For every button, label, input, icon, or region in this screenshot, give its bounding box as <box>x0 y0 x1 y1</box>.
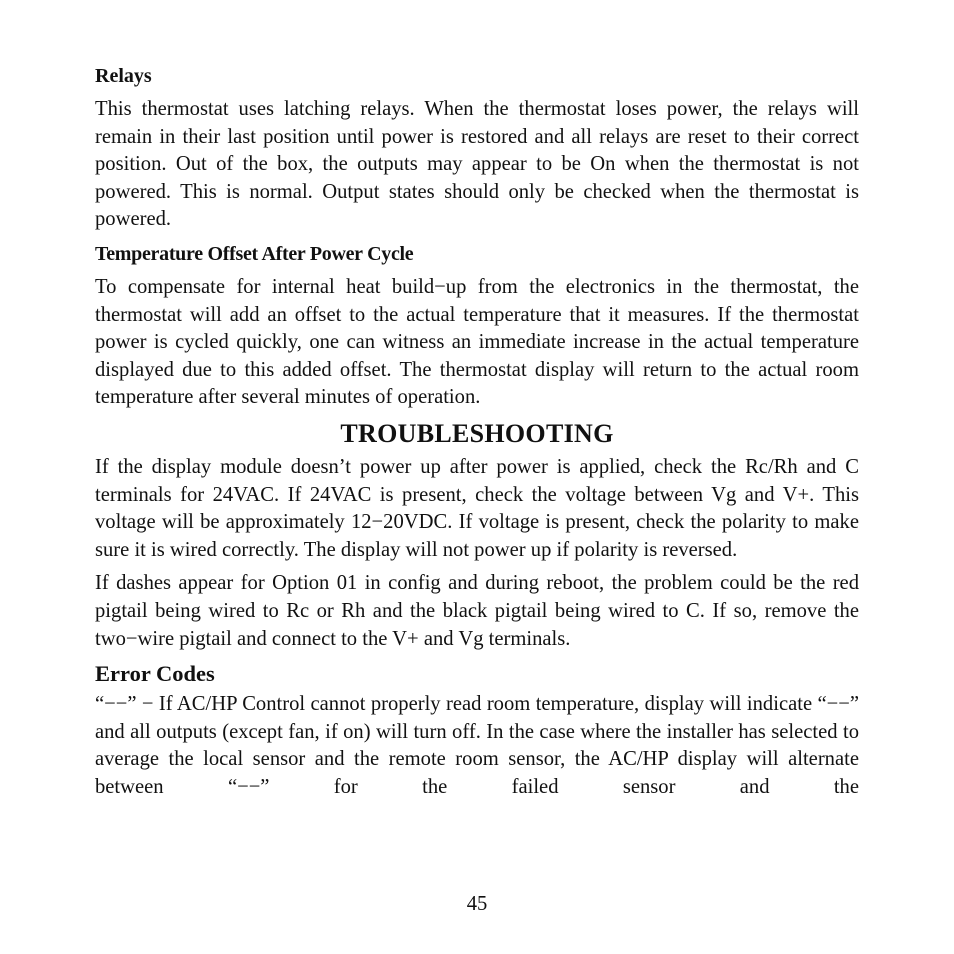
troubleshooting-paragraph-1: If the display module doesn’t power up after power is applied, check the Rc/Rh and C terminals for 24VAC. If 24VAC is present, check the voltage between Vg and V+. This voltage will be approximately 12−20VDC. If voltage is present, check the polarity to make sure it is wired correctly. The display will not power up if polarity is reversed. <box>95 455 859 561</box>
error-codes-paragraph: “−−” − If AC/HP Control cannot properly read room temperature, display will indicate “−−” and all outputs (except fan, if on) will turn off. In the case where the installer has selected to average the local sensor and the remote room sensor, the AC/HP display will alternate between “−−” for the failed sensor and the <box>95 693 859 798</box>
document-page <box>95 62 859 807</box>
temperature-offset-paragraph: To compensate for internal heat build−up from the electronics in the thermostat, the thermostat will add an offset to the actual temperature that it measures. If the thermostat power is cycled quickly, one can witness an immediate increase in the actual temperature displayed due to this added offset. The thermostat display will return to the actual room temperature after several minutes of operation. <box>95 275 859 409</box>
temperature-offset-heading: Temperature Offset After Power Cycle <box>95 242 414 265</box>
error-codes-heading: Error Codes <box>95 661 215 687</box>
relays-paragraph: This thermostat uses latching relays. When the thermostat loses power, the relays will remain in their last position until power is restored and all relays are reset to their correct position. Out of the box, the outputs may appear to be On when the thermostat is not powered. This is normal. Output states should only be checked when the thermostat is powered. <box>95 98 859 231</box>
troubleshooting-paragraph-2: If dashes appear for Option 01 in config and during reboot, the problem could be the red pigtail being wired to Rc or Rh and the black pigtail being wired to C. If so, remove the two−wire pigtail and connect to the V+ and Vg terminals. <box>95 572 859 650</box>
relays-heading: Relays <box>95 65 152 87</box>
troubleshooting-heading: TROUBLESHOOTING <box>340 418 614 448</box>
page-number: 45 <box>466 893 488 915</box>
